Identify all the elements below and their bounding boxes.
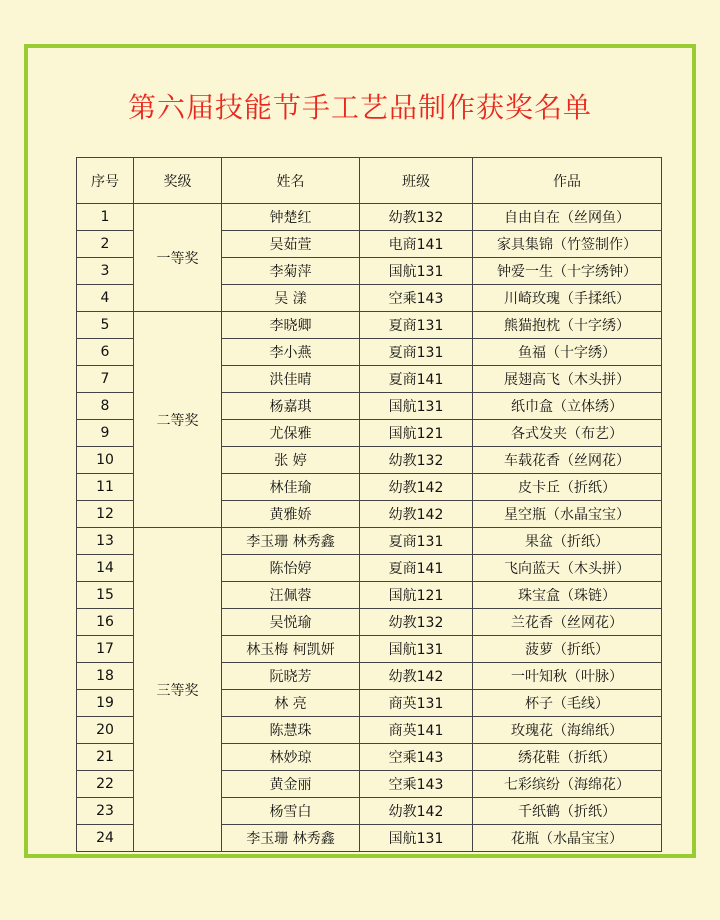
work-title: 飞向蓝天（木头拼）: [473, 555, 662, 582]
work-title: 展翅高飞（木头拼）: [473, 366, 662, 393]
work-title: 珠宝盒（珠链）: [473, 582, 662, 609]
row-index: 22: [77, 771, 134, 798]
row-index: 11: [77, 474, 134, 501]
row-index: 4: [77, 285, 134, 312]
work-title: 果盆（折纸）: [473, 528, 662, 555]
class-name: 国航121: [360, 420, 473, 447]
row-index: 5: [77, 312, 134, 339]
work-title: 熊猫抱枕（十字绣）: [473, 312, 662, 339]
row-index: 24: [77, 825, 134, 852]
header-name: 姓名: [222, 158, 360, 204]
award-table: [76, 157, 662, 852]
row-index: 12: [77, 501, 134, 528]
work-title: 家具集锦（竹签制作）: [473, 231, 662, 258]
student-name: 陈怡婷: [222, 555, 360, 582]
class-name: 商英141: [360, 717, 473, 744]
header-level: 奖级: [134, 158, 222, 204]
student-name: 张 婷: [222, 447, 360, 474]
row-index: 18: [77, 663, 134, 690]
row-index: 13: [77, 528, 134, 555]
work-title: 玫瑰花（海绵纸）: [473, 717, 662, 744]
row-index: 20: [77, 717, 134, 744]
class-name: 国航131: [360, 393, 473, 420]
row-index: 7: [77, 366, 134, 393]
work-title: 钟爱一生（十字绣钟）: [473, 258, 662, 285]
student-name: 李晓卿: [222, 312, 360, 339]
class-name: 夏商131: [360, 339, 473, 366]
award-level-cell: 三等奖: [134, 528, 222, 852]
class-name: 夏商141: [360, 555, 473, 582]
student-name: 汪佩蓉: [222, 582, 360, 609]
student-name: 李菊萍: [222, 258, 360, 285]
student-name: 陈慧珠: [222, 717, 360, 744]
work-title: 星空瓶（水晶宝宝）: [473, 501, 662, 528]
work-title: 各式发夹（布艺）: [473, 420, 662, 447]
student-name: 林 亮: [222, 690, 360, 717]
row-index: 19: [77, 690, 134, 717]
student-name: 李玉珊 林秀鑫: [222, 528, 360, 555]
header-class: 班级: [360, 158, 473, 204]
class-name: 空乘143: [360, 744, 473, 771]
student-name: 黄雅娇: [222, 501, 360, 528]
row-index: 8: [77, 393, 134, 420]
row-index: 23: [77, 798, 134, 825]
class-name: 电商141: [360, 231, 473, 258]
class-name: 幼教132: [360, 609, 473, 636]
class-name: 国航131: [360, 825, 473, 852]
table-header-row: [77, 158, 662, 204]
class-name: 国航131: [360, 636, 473, 663]
work-title: 鱼福（十字绣）: [473, 339, 662, 366]
row-index: 17: [77, 636, 134, 663]
row-index: 14: [77, 555, 134, 582]
row-index: 2: [77, 231, 134, 258]
class-name: 幼教142: [360, 663, 473, 690]
work-title: 七彩缤纷（海绵花）: [473, 771, 662, 798]
work-title: 花瓶（水晶宝宝）: [473, 825, 662, 852]
award-level-cell: 一等奖: [134, 204, 222, 312]
class-name: 幼教132: [360, 447, 473, 474]
work-title: 皮卡丘（折纸）: [473, 474, 662, 501]
row-index: 15: [77, 582, 134, 609]
class-name: 国航121: [360, 582, 473, 609]
class-name: 夏商131: [360, 528, 473, 555]
student-name: 阮晓芳: [222, 663, 360, 690]
table-row: [77, 312, 662, 339]
row-index: 16: [77, 609, 134, 636]
student-name: 吴 漾: [222, 285, 360, 312]
student-name: 杨雪白: [222, 798, 360, 825]
work-title: 绣花鞋（折纸）: [473, 744, 662, 771]
header-work: 作品: [473, 158, 662, 204]
class-name: 国航131: [360, 258, 473, 285]
work-title: 一叶知秋（叶脉）: [473, 663, 662, 690]
student-name: 洪佳晴: [222, 366, 360, 393]
class-name: 夏商141: [360, 366, 473, 393]
work-title: 车载花香（丝网花）: [473, 447, 662, 474]
class-name: 幼教142: [360, 798, 473, 825]
work-title: 川崎玫瑰（手揉纸）: [473, 285, 662, 312]
row-index: 6: [77, 339, 134, 366]
student-name: 林妙琼: [222, 744, 360, 771]
student-name: 李小燕: [222, 339, 360, 366]
work-title: 千纸鹤（折纸）: [473, 798, 662, 825]
student-name: 李玉珊 林秀鑫: [222, 825, 360, 852]
class-name: 商英131: [360, 690, 473, 717]
award-level-cell: 二等奖: [134, 312, 222, 528]
header-index: 序号: [77, 158, 134, 204]
row-index: 10: [77, 447, 134, 474]
student-name: 林佳瑜: [222, 474, 360, 501]
student-name: 林玉梅 柯凯妍: [222, 636, 360, 663]
class-name: 夏商131: [360, 312, 473, 339]
work-title: 纸巾盒（立体绣）: [473, 393, 662, 420]
class-name: 空乘143: [360, 285, 473, 312]
work-title: 兰花香（丝网花）: [473, 609, 662, 636]
page-title: 第六届技能节手工艺品制作获奖名单: [127, 91, 592, 124]
student-name: 黄金丽: [222, 771, 360, 798]
row-index: 9: [77, 420, 134, 447]
student-name: 尤保雅: [222, 420, 360, 447]
class-name: 幼教142: [360, 501, 473, 528]
row-index: 1: [77, 204, 134, 231]
work-title: 自由自在（丝网鱼）: [473, 204, 662, 231]
award-table-body: [77, 204, 662, 852]
table-row: [77, 528, 662, 555]
row-index: 3: [77, 258, 134, 285]
class-name: 空乘143: [360, 771, 473, 798]
student-name: 吴悦瑜: [222, 609, 360, 636]
row-index: 21: [77, 744, 134, 771]
student-name: 吴茹萱: [222, 231, 360, 258]
work-title: 杯子（毛线）: [473, 690, 662, 717]
student-name: 钟楚红: [222, 204, 360, 231]
class-name: 幼教132: [360, 204, 473, 231]
class-name: 幼教142: [360, 474, 473, 501]
student-name: 杨嘉琪: [222, 393, 360, 420]
work-title: 菠萝（折纸）: [473, 636, 662, 663]
table-row: [77, 204, 662, 231]
